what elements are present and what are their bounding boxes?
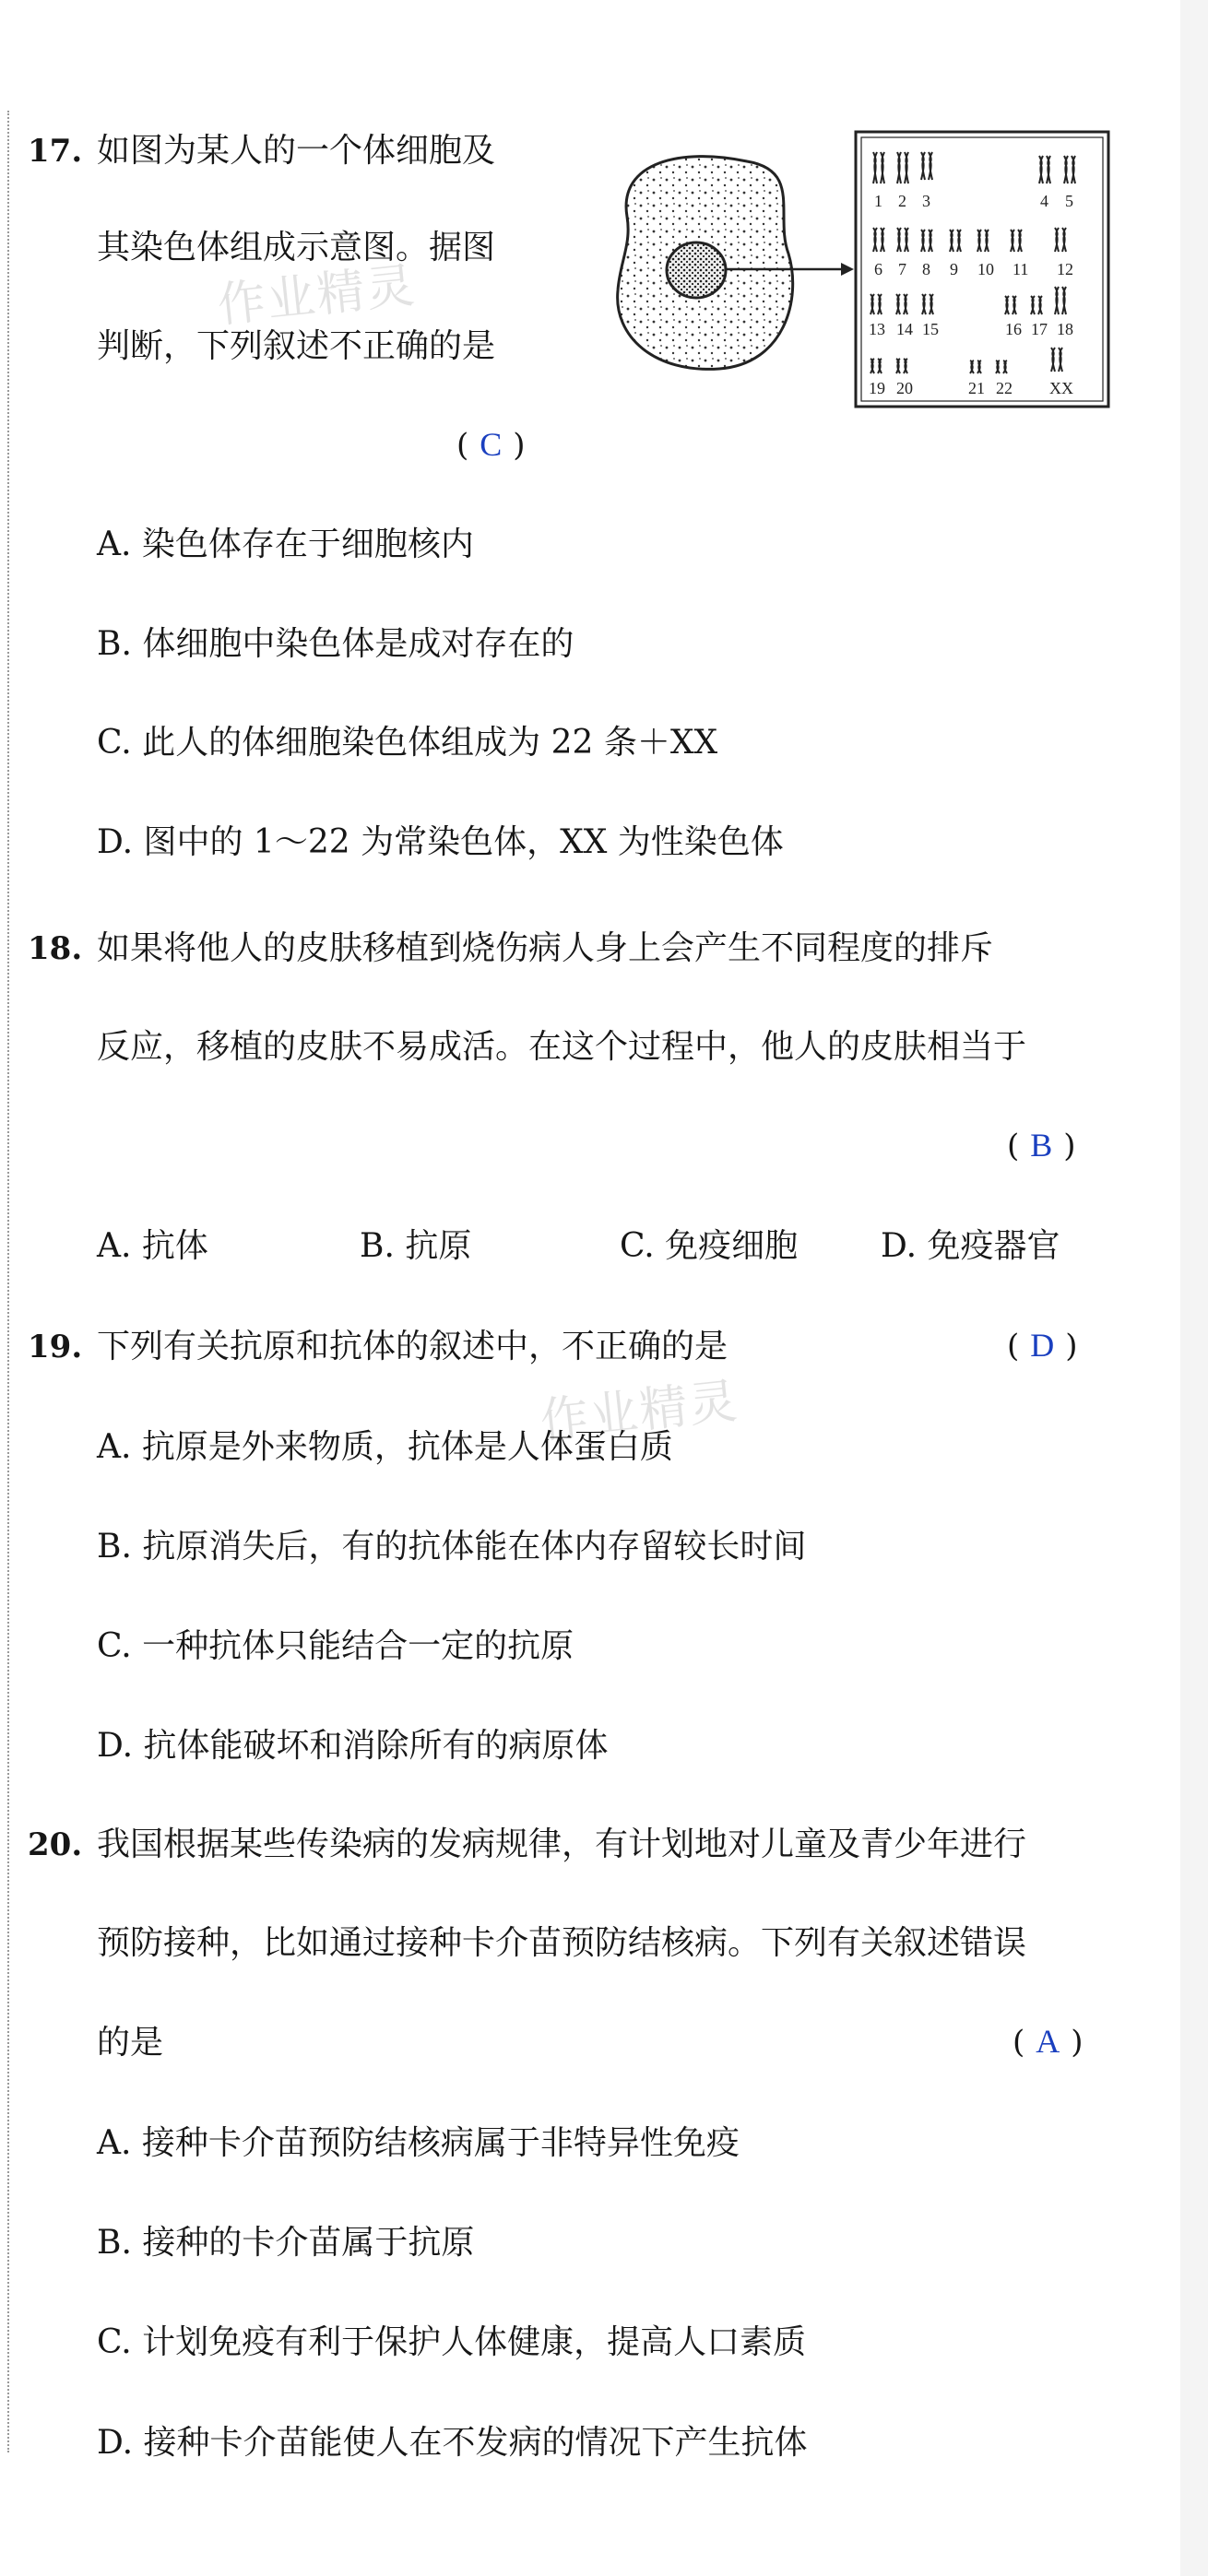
option-a: A. 抗原是外来物质，抗体是人体蛋白质 bbox=[97, 1428, 673, 1466]
answer-bracket: ( C ) bbox=[456, 426, 526, 464]
question-number: 19. bbox=[28, 1329, 83, 1365]
chromosome-icon bbox=[896, 359, 900, 373]
chromosome-label: 20 bbox=[896, 379, 913, 397]
question-text: 下列有关抗原和抗体的叙述中，不正确的是 bbox=[97, 1328, 728, 1365]
chromosome-label: XX bbox=[1049, 379, 1073, 397]
option-a: A. 染色体存在于细胞核内 bbox=[97, 526, 474, 563]
chromosome-icon bbox=[996, 360, 1000, 373]
question-text: 判断，下列叙述不正确的是 bbox=[97, 327, 496, 365]
option-a: A. 接种卡介苗预防结核病属于非特异性免疫 bbox=[97, 2124, 740, 2162]
chromosome-label: 2 bbox=[898, 192, 906, 210]
question-text: 如图为某人的一个体细胞及 bbox=[97, 132, 496, 170]
watermark: 作业精灵 bbox=[215, 257, 420, 335]
chromosome-label: 19 bbox=[869, 379, 885, 397]
option-b: B. 抗原 bbox=[360, 1227, 472, 1265]
body-cell bbox=[618, 157, 793, 370]
chromosome-label: 8 bbox=[922, 260, 930, 278]
question-text: 我国根据某些传染病的发病规律，有计划地对儿童及青少年进行 bbox=[97, 1826, 1027, 1863]
option-b: B. 抗原消失后，有的抗体能在体内存留较长时间 bbox=[97, 1528, 807, 1566]
chromosome-label: 17 bbox=[1031, 320, 1048, 338]
question-number: 20. bbox=[28, 1826, 83, 1863]
chromosome-icon bbox=[878, 359, 882, 373]
chromosome-label: 15 bbox=[922, 320, 939, 338]
question-number: 17. bbox=[28, 133, 83, 170]
answer-bracket: ( D ) bbox=[1007, 1327, 1078, 1365]
chromosome-label: 5 bbox=[1065, 192, 1073, 210]
cell-karyotype-figure bbox=[599, 124, 1116, 419]
cell-nucleus bbox=[667, 242, 726, 298]
answer: A bbox=[1036, 2023, 1060, 2060]
question-text: 的是 bbox=[97, 2024, 164, 2062]
chromosome-label: 1 bbox=[874, 192, 882, 210]
question-text: 其染色体组成示意图。据图 bbox=[97, 229, 496, 266]
answer: B bbox=[1030, 1127, 1053, 1164]
answer-bracket: ( B ) bbox=[1007, 1127, 1076, 1164]
option-d: D. 接种卡介苗能使人在不发病的情况下产生抗体 bbox=[97, 2424, 808, 2462]
chromosome-label: 22 bbox=[996, 379, 1013, 397]
chromosome-label: 16 bbox=[1005, 320, 1022, 338]
chromosome-icon bbox=[977, 360, 981, 373]
chromosome-label: 14 bbox=[896, 320, 913, 338]
option-a: A. 抗体 bbox=[97, 1227, 208, 1265]
arrow-head-icon bbox=[841, 263, 854, 276]
question-text: 如果将他人的皮肤移植到烧伤病人身上会产生不同程度的排斥 bbox=[97, 929, 994, 967]
question-number: 18. bbox=[28, 930, 83, 967]
chromosome-icon bbox=[904, 359, 907, 373]
chromosome-label: 3 bbox=[922, 192, 930, 210]
chromosome-label: 11 bbox=[1013, 260, 1029, 278]
answer-bracket: ( A ) bbox=[1013, 2023, 1084, 2061]
option-d: D. 抗体能破坏和消除所有的病原体 bbox=[97, 1727, 609, 1765]
option-c: C. 免疫细胞 bbox=[620, 1227, 799, 1265]
chromosome-label: 4 bbox=[1040, 192, 1048, 210]
chromosome-icon bbox=[1003, 360, 1007, 373]
option-c: C. 计划免疫有利于保护人体健康，提高人口素质 bbox=[97, 2323, 807, 2361]
option-b: B. 体细胞中染色体是成对存在的 bbox=[97, 625, 574, 663]
chromosome-label: 6 bbox=[874, 260, 882, 278]
binding-dotted-line bbox=[7, 111, 9, 2452]
answer: C bbox=[480, 426, 503, 463]
chromosome-label: 18 bbox=[1057, 320, 1073, 338]
answer: D bbox=[1030, 1327, 1055, 1364]
chromosome-label: 21 bbox=[968, 379, 985, 397]
chromosome-label: 12 bbox=[1057, 260, 1073, 278]
option-b: B. 接种的卡介苗属于抗原 bbox=[97, 2224, 475, 2262]
option-d: D. 免疫器官 bbox=[881, 1227, 1060, 1265]
chromosome-label: 9 bbox=[950, 260, 958, 278]
chromosome-icon bbox=[870, 359, 874, 373]
chromosome-icon bbox=[970, 360, 974, 373]
option-c: C. 此人的体细胞染色体组成为 22 条＋XX bbox=[97, 724, 718, 762]
watermark: 作业精灵 bbox=[538, 1373, 742, 1450]
karyotype-box bbox=[856, 132, 1108, 407]
option-d: D. 图中的 1～22 为常染色体，XX 为性染色体 bbox=[97, 823, 784, 861]
chromosome-label: 7 bbox=[898, 260, 906, 278]
question-text: 预防接种，比如通过接种卡介苗预防结核病。下列有关叙述错误 bbox=[97, 1924, 1027, 1962]
chromosome-label: 10 bbox=[977, 260, 994, 278]
option-c: C. 一种抗体只能结合一定的抗原 bbox=[97, 1627, 574, 1665]
chromosome-label: 13 bbox=[869, 320, 885, 338]
question-text: 反应，移植的皮肤不易成活。在这个过程中，他人的皮肤相当于 bbox=[97, 1028, 1027, 1066]
